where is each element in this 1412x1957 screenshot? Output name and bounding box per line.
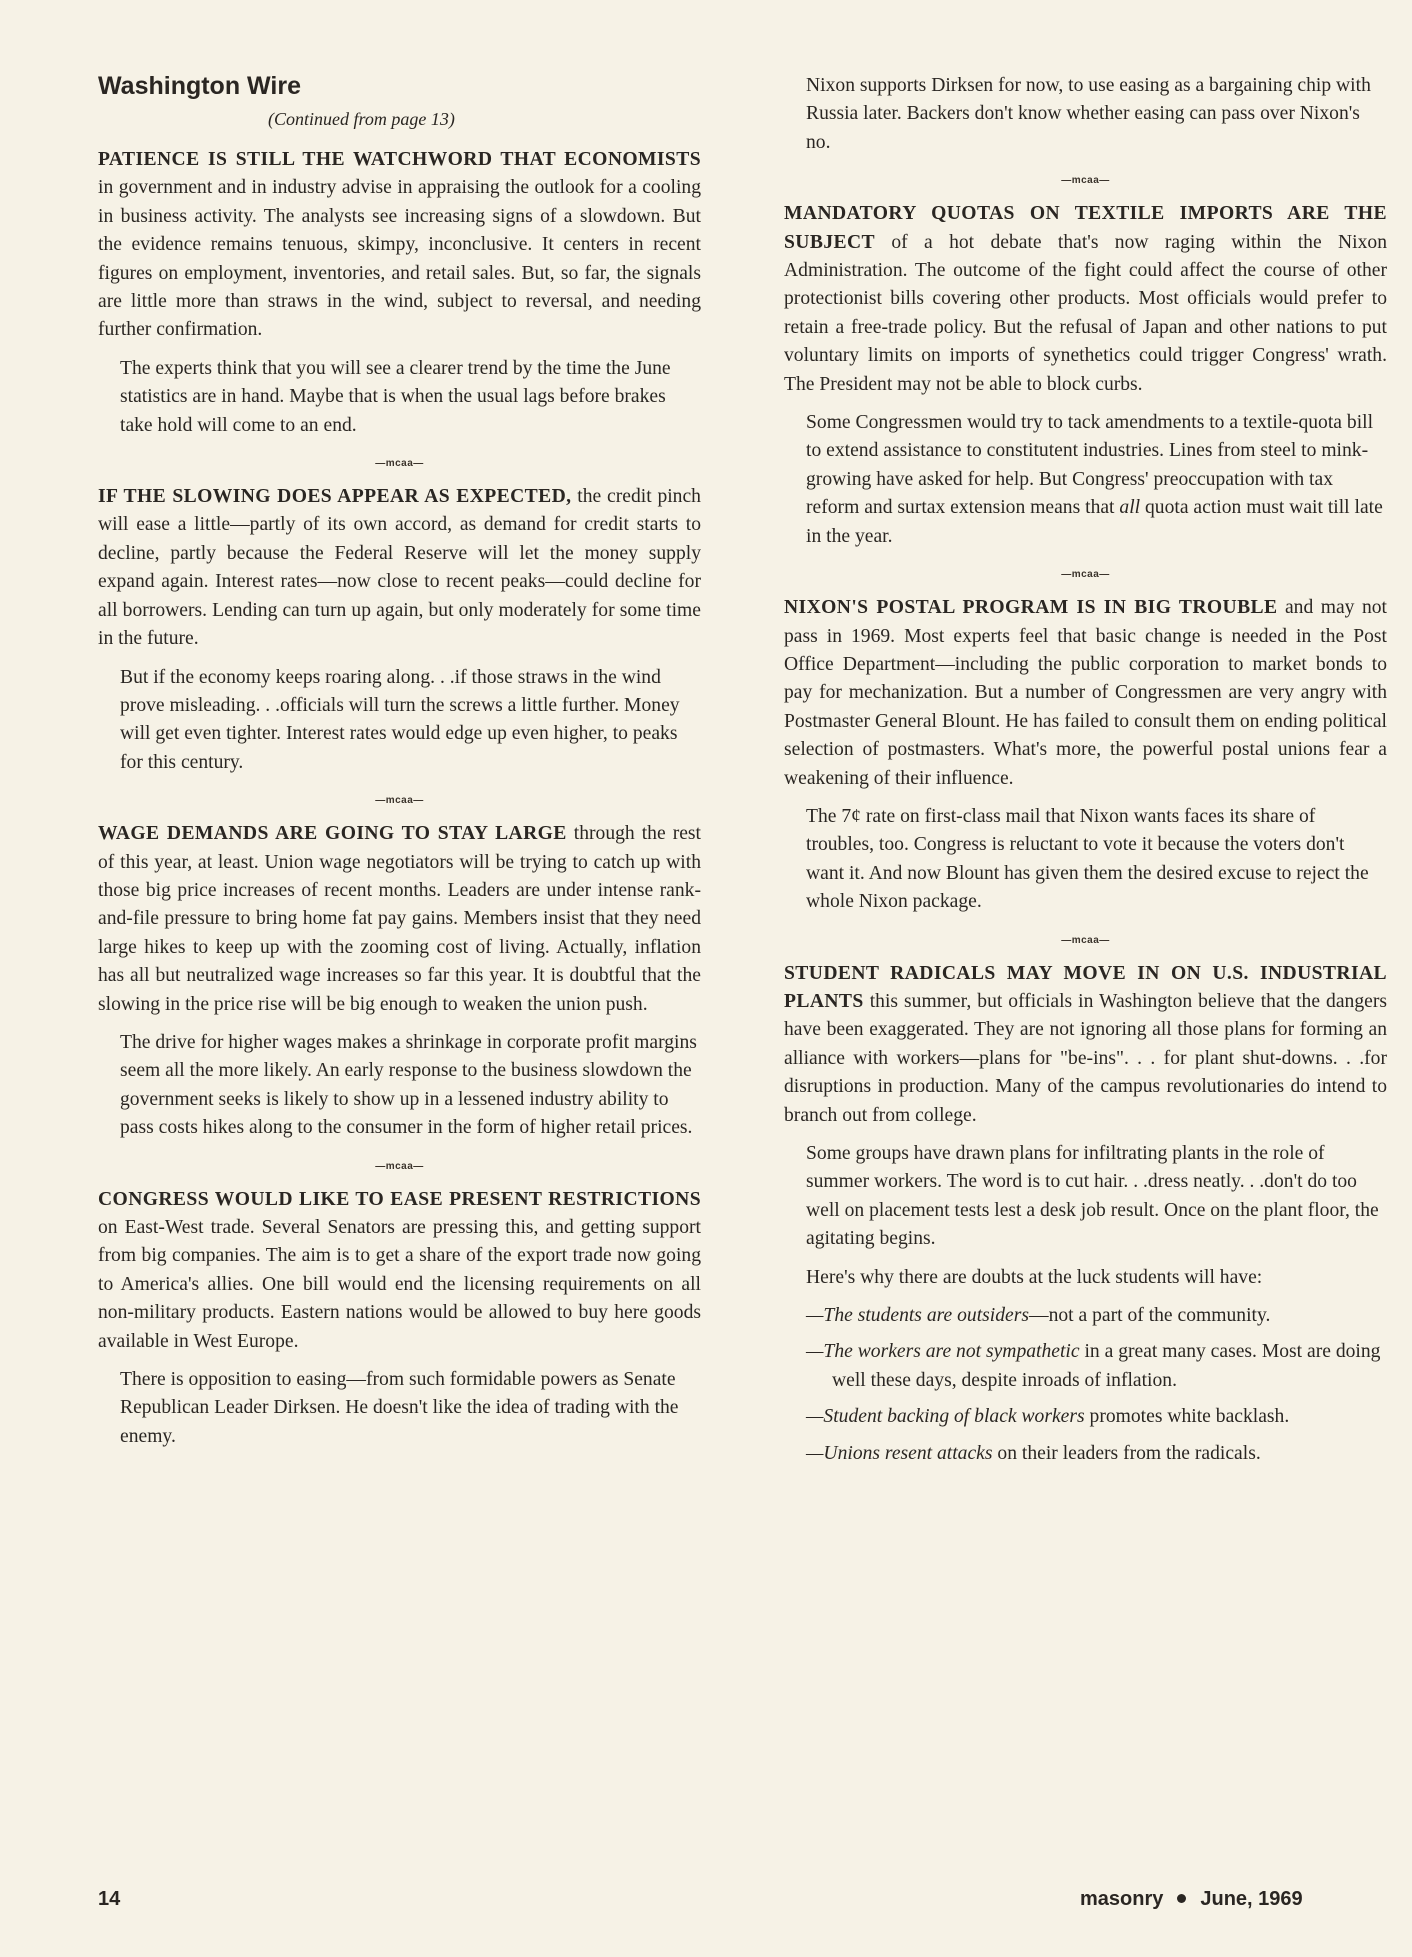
- continued-note: (Continued from page 13): [268, 109, 455, 129]
- article-wages: [98, 820, 701, 1019]
- paragraph: There is opposition to easing—from such formidable powers as Senate Republican Leader Dirksen. He doesn't like the idea of trading with the enemy.: [120, 1369, 679, 1447]
- body-text: through the rest of this year, at least. Union wage negotiators will be trying to catch up with those big price increases of recent months. Leaders are under intense rank-and-file pressure to bring home fat pay gains. Members insist that they need large hikes to keep up with the zooming cost of living. Actually, inflation has all but neutralized wage increases so far this year. It is doubtful that the slowing in the price rise will be big enough to weaken the union push.: [98, 823, 701, 1015]
- left-column: [98, 72, 701, 1451]
- right-column: [784, 72, 1387, 1476]
- issue-date: June, 1969: [1200, 1888, 1303, 1910]
- separator: —mcaa—: [375, 1160, 424, 1172]
- kicker-wages: WAGE DEMANDS ARE GOING TO STAY LARGE: [98, 823, 567, 845]
- emphasis: —The workers are not sympathetic: [806, 1341, 1080, 1363]
- body-text: of a hot debate that's now raging within the Nixon Administration. The outcome of the fight could affect the course of other protectionist bills covering other products. Most officials would prefer to retain a free-trade policy. But the refusal of Japan and other nations to put voluntary limits on imports of synethetics could trigger Congress' wrath. The President may not be able to block curbs.: [784, 231, 1387, 395]
- emphasis: all: [1119, 497, 1141, 519]
- paragraph: But if the economy keeps roaring along. . .if those straws in the wind prove misleading. . .officials will turn the screws a little further. Money will get even tighter. Interest rates would edge up even higher, to peaks for this century.: [120, 666, 680, 773]
- paragraph: Nixon supports Dirksen for now, to use easing as a bargaining chip with Russia later. Backers don't know whether easing can pass over Nixon's no.: [806, 75, 1371, 153]
- paragraph: [806, 409, 1387, 551]
- footer-credit: [1080, 1888, 1303, 1911]
- kicker-congress: CONGRESS WOULD LIKE TO EASE PRESENT RESTRICTIONS: [98, 1188, 701, 1210]
- separator: —mcaa—: [375, 458, 424, 470]
- text: on their leaders from the radicals.: [992, 1442, 1261, 1464]
- list-item: [784, 1338, 1387, 1395]
- article-slowing: [98, 483, 701, 653]
- list-item: [784, 1403, 1387, 1431]
- separator: —mcaa—: [1061, 175, 1110, 187]
- list-item: [784, 1302, 1387, 1330]
- kicker-textile: MANDATORY QUOTAS ON TEXTILE IMPORTS ARE THE SUBJECT: [784, 203, 1387, 253]
- body-text: and may not pass in 1969. Most experts feel that basic change is needed in the Post Office Department—including the public corporation to market bonds to pay for mechanization. But a number of Congressmen are very angry with Postmaster General Blount. He has failed to consult them on ending political selection of postmasters. What's more, the powerful postal unions fear a weakening of their influence.: [784, 597, 1387, 789]
- text: quota action must wait till late in the year.: [806, 497, 1383, 547]
- kicker-slowing: IF THE SLOWING DOES APPEAR AS EXPECTED,: [98, 486, 572, 508]
- text: promotes white backlash.: [1084, 1406, 1290, 1428]
- kicker-postal: NIXON'S POSTAL PROGRAM IS IN BIG TROUBLE: [784, 597, 1278, 619]
- page-number: 14: [98, 1888, 121, 1910]
- separator: —mcaa—: [375, 795, 424, 807]
- article-patience: [98, 146, 701, 345]
- paragraph: The experts think that you will see a clearer trend by the time the June statistics are in hand. Maybe that is when the usual lags before brakes take hold will come to an end.: [120, 357, 671, 436]
- text: Some Congressmen would try to tack amendments to a textile-quota bill to extend assistance to constitutent industries. Lines from steel to mink-growing have asked for help. But Congress' preoccupation with tax reform and surtax extension means that: [806, 412, 1374, 519]
- article-postal: [784, 594, 1387, 793]
- reasons-list: [784, 1302, 1387, 1468]
- paragraph: Here's why there are doubts at the luck students will have:: [806, 1266, 1263, 1288]
- paragraph: The drive for higher wages makes a shrinkage in corporate profit margins seem all the more likely. An early response to the business slowdown the government seeks is likely to show up in a lessened industry ability to pass costs hikes along to the consumer in the form of higher retail prices.: [120, 1031, 697, 1139]
- body-text: this summer, but officials in Washington believe that the dangers have been exaggerated. They are not ignoring all those plans for forming an alliance with workers—plans for "be-ins". . . for plant shut-downs. . .for disruptions in production. Many of the campus revolutionaries do intend to branch out from college.: [784, 990, 1387, 1126]
- emphasis: —Unions resent attacks: [806, 1442, 993, 1464]
- separator: —mcaa—: [1061, 934, 1110, 946]
- body-text: the credit pinch will ease a little—partly of its own accord, as demand for credit starts to decline, partly because the Federal Reserve will let the money supply expand again. Interest rates—now close to recent peaks—could decline for all borrowers. Lending can turn up again, but only moderately for some time in the future.: [98, 486, 701, 650]
- emphasis: —The students are outsiders: [806, 1305, 1029, 1327]
- body-text: on East-West trade. Several Senators are pressing this, and getting support from big companies. The aim is to get a share of the export trade now going to America's allies. One bill would end the licensing requirements on all non-military products. Eastern nations would be allowed to buy here goods available in West Europe.: [98, 1217, 701, 1352]
- article-textile: [784, 200, 1387, 399]
- article-congress: [98, 1186, 701, 1356]
- article-students: [784, 960, 1387, 1130]
- paragraph: The 7¢ rate on first-class mail that Nixon wants faces its share of troubles, too. Congress is reluctant to vote it because the voters don't want it. And now Blount has given them the desired excuse to reject the whole Nixon package.: [806, 805, 1369, 913]
- list-item: [784, 1440, 1387, 1468]
- section-header: Washington Wire: [98, 72, 302, 100]
- separator: —mcaa—: [1061, 569, 1110, 581]
- kicker-students: STUDENT RADICALS MAY MOVE IN ON U.S. INDUSTRIAL PLANTS: [784, 962, 1387, 1012]
- bullet-icon: [1177, 1894, 1186, 1903]
- text: in a great many cases. Most are doing well these days, despite inroads of inflation.: [832, 1341, 1381, 1391]
- kicker-patience: PATIENCE IS STILL THE WATCHWORD THAT ECONOMISTS: [98, 149, 701, 170]
- text: —not a part of the community.: [1028, 1305, 1271, 1327]
- emphasis: —Student backing of black workers: [806, 1406, 1085, 1428]
- publication-name: masonry: [1080, 1888, 1164, 1910]
- paragraph: Some groups have drawn plans for infiltrating plants in the role of summer workers. The word is to cut hair. . .dress neatly. . .don't do too well on placement tests lest a desk job result. Once on the plant floor, the agitating begins.: [806, 1143, 1379, 1250]
- body-text: in government and in industry advise in appraising the outlook for a cooling in business activity. The analysts see increasing signs of a slowdown. But the evidence remains tenuous, skimpy, inconclusive. It centers in recent figures on employment, inventories, and retail sales. But, so far, the signals are little more than straws in the wind, subject to reversal, and needing further confirmation.: [98, 177, 701, 341]
